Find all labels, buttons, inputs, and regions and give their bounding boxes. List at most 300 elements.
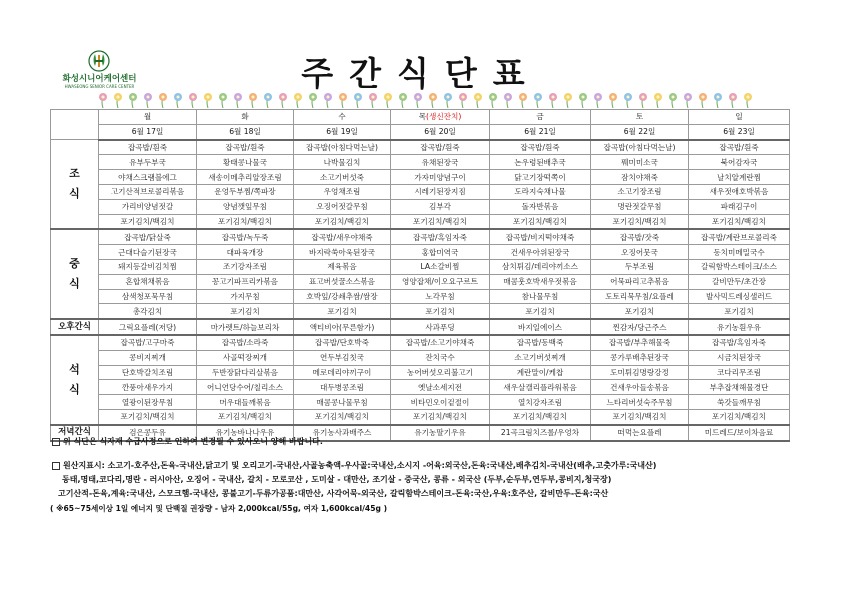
date-header	[591, 124, 689, 139]
menu-cell	[490, 199, 591, 214]
table-row	[51, 245, 790, 260]
menu-cell	[689, 335, 790, 350]
day-name: 화	[241, 112, 249, 122]
day-name: 월	[143, 112, 152, 122]
menu-cell	[391, 140, 490, 155]
menu-item: 비타민오이겉절이	[410, 397, 470, 407]
checkbox-bullet-icon	[52, 462, 60, 470]
menu-cell	[490, 425, 591, 441]
menu-cell	[197, 170, 294, 185]
menu-item: 코다리무조림	[716, 367, 761, 377]
menu-cell	[294, 184, 391, 199]
menu-item: 돌자반볶음	[521, 202, 559, 212]
day-note: (생신잔치)	[426, 112, 462, 122]
menu-item: 머우대들깨볶음	[219, 397, 271, 407]
menu-item: 바지락쑥아욱된장국	[308, 247, 376, 257]
menu-cell	[391, 409, 490, 424]
menu-cell	[294, 365, 391, 380]
menu-item: 잡곡밥/고구마죽	[120, 338, 175, 348]
menu-cell	[197, 140, 294, 155]
menu-cell	[294, 304, 391, 319]
menu-cell	[294, 289, 391, 304]
menu-item: 잡곡밥/흰죽	[520, 142, 560, 152]
table-row	[51, 335, 790, 350]
menu-cell	[391, 319, 490, 335]
corner-cell	[51, 110, 99, 140]
center-name: 화성시니어케어센터	[62, 74, 137, 84]
menu-cell	[591, 155, 689, 170]
day-header-row	[51, 110, 790, 125]
nutrition-recommendation: ( ※65~75세이상 1일 에너지 및 단백질 권장량 - 남자 2,000kcal/55g, 여자 1,600kcal/45g )	[50, 504, 388, 513]
table-row	[51, 274, 790, 289]
page-title: 주간식단표	[301, 54, 541, 93]
menu-item: 잡곡밥/흑임자죽	[712, 338, 766, 348]
menu-item: 삼치튀김/데리야끼소스	[502, 262, 578, 272]
menu-cell	[99, 259, 197, 274]
menu-cell	[391, 380, 490, 395]
menu-item: 잡곡밥/흰죽	[420, 142, 460, 152]
menu-cell	[197, 259, 294, 274]
menu-item: 돼지등갈비김치찜	[118, 262, 177, 272]
menu-cell	[197, 289, 294, 304]
menu-cell	[591, 319, 689, 335]
table-row	[51, 214, 790, 229]
menu-item: 잡곡밥/흰죽	[719, 142, 759, 152]
center-name-en: HWASEONG SENIOR CARE CENTER	[64, 84, 135, 89]
day-header	[197, 110, 294, 125]
menu-item: 포기김치/백김치	[120, 216, 175, 226]
menu-cell	[294, 140, 391, 155]
menu-cell	[490, 395, 591, 410]
menu-cell	[99, 229, 197, 244]
menu-cell	[689, 365, 790, 380]
menu-item: 쑥갓들깨무침	[716, 397, 761, 407]
menu-cell	[197, 229, 294, 244]
menu-item: 포기김치/백김치	[315, 412, 369, 422]
menu-item: 동치미메밀국수	[713, 247, 765, 257]
menu-item: 잡곡밥(아침다먹는날)	[603, 142, 676, 152]
menu-item: 잔치국수	[425, 353, 455, 363]
menu-item: 운엉두부찜/쪽파장	[214, 187, 276, 197]
menu-cell	[689, 380, 790, 395]
menu-cell	[294, 259, 391, 274]
menu-item: 총각김치	[132, 306, 163, 316]
menu-cell	[391, 425, 490, 441]
flower-border-decoration	[95, 90, 759, 108]
checkbox-bullet-icon	[52, 438, 60, 446]
menu-cell	[591, 214, 689, 229]
menu-cell	[689, 304, 790, 319]
menu-item: 삼색청포묵무침	[121, 291, 174, 301]
meal-label-breakfast	[51, 140, 99, 230]
menu-item: 포기김치	[724, 306, 754, 316]
menu-item: 홍합미역국	[421, 247, 459, 257]
menu-cell	[490, 380, 591, 395]
menu-cell	[591, 229, 689, 244]
menu-item: 도미튀김명랑강정	[610, 367, 669, 377]
menu-item: 포기김치/백김치	[612, 216, 667, 226]
menu-item: 잡곡밥(아침다먹는날)	[306, 142, 378, 152]
menu-cell	[99, 409, 197, 424]
menu-cell	[99, 395, 197, 410]
menu-cell	[391, 289, 490, 304]
menu-cell	[591, 199, 689, 214]
menu-cell	[294, 229, 391, 244]
meal-label-text: 석식	[69, 362, 80, 396]
menu-cell	[391, 350, 490, 365]
menu-item: 포기김치	[425, 306, 455, 316]
menu-cell	[99, 214, 197, 229]
menu-cell	[391, 259, 490, 274]
menu-item: 포기김치/백김치	[413, 216, 467, 226]
menu-item: 어니언당수어/칠리소스	[207, 382, 283, 392]
menu-item: 유기농딸기우유	[414, 428, 466, 438]
menu-item: 새우젓애호박볶음	[709, 187, 769, 197]
weekly-menu-table	[50, 109, 790, 442]
menu-item: 잡곡밥/소라죽	[221, 338, 269, 348]
meal-label-text: 중식	[69, 257, 80, 291]
date-label: 6월 17일	[131, 127, 164, 137]
menu-cell	[591, 289, 689, 304]
table-row	[51, 365, 790, 380]
menu-item: 양념깻잎무침	[222, 202, 267, 212]
menu-cell	[591, 184, 689, 199]
menu-item: 가지무침	[230, 291, 260, 301]
menu-cell	[689, 199, 790, 214]
menu-cell	[99, 245, 197, 260]
menu-item: 유부두부국	[129, 157, 166, 167]
menu-item: 포기김치/백김치	[513, 216, 567, 226]
origin-notice-3: 고기산적-돈육,계육:국내산, 스모크햄-국내산, 콩불고기-두류가공품:대만산, 사각어묵-외국산, 갈릭함박스테이크-돈육:국산,우육:호주산, 갈비만두-돈육:국산	[58, 489, 609, 498]
menu-cell	[99, 319, 197, 335]
menu-cell	[197, 350, 294, 365]
menu-item: 김부각	[428, 202, 451, 212]
menu-item: 잡곡밥/닭살죽	[124, 232, 171, 242]
change-notice: 위 식단은 식자재 수급사정으로 인하여 변경될 수 있사오니 양해 바랍니다.	[63, 437, 323, 446]
menu-item: 잡곡밥/새우야채죽	[311, 232, 373, 242]
menu-cell	[294, 395, 391, 410]
menu-item: 오징어젓갈무침	[316, 202, 368, 212]
day-header	[490, 110, 591, 125]
menu-item: 연두부김칫국	[319, 353, 364, 363]
menu-item: 21곡크림치즈롤/우엉차	[500, 428, 580, 438]
menu-cell	[490, 350, 591, 365]
menu-item: 깐풍아새우가지	[121, 382, 174, 392]
menu-cell	[197, 365, 294, 380]
menu-cell	[689, 229, 790, 244]
menu-item: 포기김치	[525, 306, 555, 316]
date-header	[294, 124, 391, 139]
menu-item: 파래김구이	[720, 202, 758, 212]
origin-notice-1: 원산지표시: 소고기-호주산,돈육-국내산,닭고기 및 오리고기-국내산,사골농축액-우사골:국내산,소시지 -어육:외국산,돈육:국내산,배추김치-국내산(배추,고춧가루:국내산)	[63, 461, 657, 470]
menu-item: 느타리버섯숙주무침	[606, 397, 673, 407]
menu-cell	[197, 274, 294, 289]
menu-cell	[99, 184, 197, 199]
menu-cell	[591, 140, 689, 155]
menu-cell	[689, 274, 790, 289]
menu-cell	[591, 365, 689, 380]
menu-cell	[591, 395, 689, 410]
menu-cell	[591, 380, 689, 395]
menu-cell	[689, 289, 790, 304]
day-name: 수	[338, 112, 346, 122]
table-row	[51, 395, 790, 410]
menu-item: 찐감자/당근주스	[612, 322, 667, 332]
menu-item: 영양잡채/이오요구르트	[402, 277, 478, 287]
menu-cell	[99, 365, 197, 380]
menu-item: 북어감자국	[720, 157, 758, 167]
menu-item: 어묵파리고추볶음	[610, 277, 669, 287]
date-label: 6월 19일	[326, 127, 358, 137]
meal-label-snack	[51, 319, 99, 335]
menu-cell	[294, 155, 391, 170]
menu-item: 잡곡밥/단호박죽	[315, 338, 369, 348]
menu-cell	[391, 304, 490, 319]
menu-item: 열치강자조림	[517, 397, 562, 407]
menu-cell	[689, 170, 790, 185]
menu-item: 포기김치/백김치	[218, 216, 272, 226]
menu-item: 잡곡밥/부추해물죽	[608, 338, 671, 348]
menu-item: 날치알계란찜	[716, 172, 761, 182]
menu-item: 시레기된장지짐	[414, 187, 466, 197]
meal-label-text: 오후간식	[58, 321, 91, 332]
table-row	[51, 155, 790, 170]
origin-notice-2: 동태,명태,코다리,명란 - 러시아산, 오징어 - 국내산, 갈치 - 모로코산 , 도미살 - 대만산, 조기살 - 중국산, 콩류 - 외국산 (두부,순두부,연두부,콩비지,청국장)	[62, 475, 612, 484]
menu-item: 갈릭함박스테이크/소스	[701, 262, 777, 272]
menu-item: 야채스크램블에그	[118, 172, 177, 182]
day-name: 목	[418, 112, 427, 122]
date-header	[490, 124, 591, 139]
menu-cell	[99, 140, 197, 155]
menu-cell	[197, 214, 294, 229]
menu-item: 닭고기장떡쪽이	[514, 172, 566, 182]
menu-cell	[197, 155, 294, 170]
menu-cell	[294, 170, 391, 185]
date-header	[197, 124, 294, 139]
menu-cell	[689, 350, 790, 365]
menu-cell	[490, 259, 591, 274]
table-row	[51, 350, 790, 365]
menu-cell	[99, 304, 197, 319]
menu-item: 도토리묵무침/요플레	[605, 291, 674, 301]
menu-cell	[591, 425, 689, 441]
menu-cell	[490, 365, 591, 380]
menu-item: 표고버섯꿀소스볶음	[308, 277, 376, 287]
table-row	[51, 304, 790, 319]
menu-item: 유기농바나나우유	[215, 428, 275, 438]
menu-item: 건새우아위된장국	[510, 247, 570, 257]
menu-cell	[197, 380, 294, 395]
menu-cell	[490, 319, 591, 335]
menu-item: 사과푸딩	[425, 322, 455, 332]
menu-cell	[689, 259, 790, 274]
table-row	[51, 184, 790, 199]
menu-cell	[391, 184, 490, 199]
menu-item: 건새우아들송볶음	[610, 382, 669, 392]
menu-item: 포기김치	[624, 306, 655, 316]
menu-item: 두반장닭다리살볶음	[211, 367, 279, 377]
day-header	[294, 110, 391, 125]
date-label: 6월 18일	[229, 127, 261, 137]
menu-cell	[99, 155, 197, 170]
meal-label-text: 저녁간식	[58, 427, 91, 438]
menu-cell	[99, 335, 197, 350]
menu-item: 포기김치/백김치	[315, 216, 369, 226]
menu-item: 참나물무침	[521, 291, 559, 301]
menu-item: 포기김치/백김치	[513, 412, 567, 422]
menu-item: 혼합채채볶음	[125, 277, 170, 287]
menu-item: 포기김치	[230, 306, 260, 316]
menu-cell	[294, 214, 391, 229]
menu-item: 포기김치	[327, 306, 357, 316]
menu-cell	[197, 199, 294, 214]
menu-cell	[490, 170, 591, 185]
menu-item: 사골떡장찌개	[222, 353, 267, 363]
date-label: 6월 20일	[424, 127, 456, 137]
menu-cell	[294, 380, 391, 395]
menu-cell	[294, 274, 391, 289]
menu-item: 발사믹드레싱샐러드	[705, 291, 773, 301]
menu-cell	[391, 274, 490, 289]
day-name: 금	[536, 112, 544, 122]
day-header	[99, 110, 197, 125]
menu-item: 포기김치/백김치	[120, 412, 175, 422]
menu-cell	[99, 199, 197, 214]
day-header	[689, 110, 790, 125]
menu-item: 황태콩나물국	[222, 157, 267, 167]
menu-cell	[197, 409, 294, 424]
menu-item: 호박잎/강쇄추쌈/쌈장	[306, 291, 378, 301]
table-row	[51, 229, 790, 244]
menu-item: 옛날소세지전	[417, 382, 462, 392]
menu-item: 두부조림	[624, 262, 655, 272]
menu-item: 포기김치/백김치	[218, 412, 272, 422]
menu-item: 메로데리야끼구이	[312, 367, 372, 377]
menu-cell	[99, 274, 197, 289]
menu-item: LA소갈비찜	[420, 262, 460, 272]
menu-item: 오징어뭇국	[621, 247, 658, 257]
menu-cell	[294, 199, 391, 214]
menu-item: 가자미양념구이	[414, 172, 466, 182]
menu-item: 미드레드/보이차음료	[704, 428, 774, 438]
menu-cell	[391, 229, 490, 244]
menu-cell	[490, 229, 591, 244]
menu-item: 잡곡밥/녹두죽	[221, 232, 269, 242]
menu-item: 부추잡채해물경단	[709, 382, 769, 392]
menu-item: 꽁고기파프리카볶음	[211, 277, 279, 287]
table-row	[51, 409, 790, 424]
day-header	[391, 110, 490, 125]
day-name: 일	[735, 112, 743, 122]
menu-item: 바지일에이스	[517, 322, 562, 332]
menu-cell	[490, 245, 591, 260]
menu-cell	[490, 184, 591, 199]
menu-item: 포기김치/백김치	[712, 412, 766, 422]
menu-item: 마가렛트/하늘보리차	[210, 322, 280, 332]
menu-item: 갈비만두/초간장	[712, 277, 766, 287]
menu-cell	[490, 409, 591, 424]
menu-item: 소고기버섯죽	[319, 172, 364, 182]
menu-item: 소고기버섯찌개	[514, 353, 566, 363]
menu-cell	[197, 184, 294, 199]
menu-cell	[591, 304, 689, 319]
menu-cell	[294, 245, 391, 260]
menu-item: 도라지숙채나물	[514, 187, 566, 197]
menu-item: 유기농사과배주스	[312, 428, 372, 438]
menu-cell	[490, 214, 591, 229]
menu-cell	[294, 350, 391, 365]
menu-cell	[689, 140, 790, 155]
menu-item: 논우렁된배추국	[514, 157, 566, 167]
date-header	[391, 124, 490, 139]
menu-item: 근대다슬기된장국	[118, 247, 177, 257]
menu-item: 소고기장조림	[617, 187, 662, 197]
menu-cell	[689, 409, 790, 424]
menu-item: 매콤훗호박새우젓볶음	[503, 277, 577, 287]
meal-label-dinner	[51, 335, 99, 425]
menu-item: 그릭요플레(저당)	[118, 322, 177, 332]
menu-item: 뭬미미소국	[621, 157, 658, 167]
menu-cell	[490, 140, 591, 155]
menu-item: 새송이메추리알장조림	[208, 172, 282, 182]
menu-cell	[391, 365, 490, 380]
meal-label-lunch	[51, 229, 99, 319]
table-row	[51, 199, 790, 214]
menu-item: 잡곡밥/계란브로콜리죽	[701, 232, 777, 242]
menu-item: 포기김치/백김치	[612, 412, 667, 422]
date-label: 6월 21일	[524, 127, 556, 137]
menu-cell	[197, 304, 294, 319]
menu-cell	[689, 395, 790, 410]
menu-cell	[689, 245, 790, 260]
menu-cell	[391, 214, 490, 229]
menu-item: 조기강자조림	[222, 262, 267, 272]
menu-cell	[391, 245, 490, 260]
menu-item: 잡곡밥/소고기야채죽	[405, 338, 475, 348]
menu-item: 잡곡밥/흑임자죽	[413, 232, 467, 242]
menu-item: 고기산적브로콜리볶음	[110, 187, 185, 197]
menu-cell	[591, 350, 689, 365]
menu-cell	[591, 259, 689, 274]
menu-item: 가리비양념젓갈	[121, 202, 174, 212]
menu-item: 유기농흰우유	[716, 322, 761, 332]
menu-item: 계란말이/케찹	[516, 367, 564, 377]
menu-item: 나박물김치	[323, 157, 361, 167]
menu-cell	[490, 289, 591, 304]
table-row	[51, 140, 790, 155]
menu-item: 잠치야채죽	[621, 172, 658, 182]
date-label: 6월 23일	[723, 127, 755, 137]
menu-item: 떠먹는요플레	[617, 428, 662, 438]
menu-cell	[591, 170, 689, 185]
menu-cell	[490, 304, 591, 319]
menu-cell	[591, 274, 689, 289]
menu-cell	[391, 155, 490, 170]
menu-cell	[294, 335, 391, 350]
menu-cell	[294, 319, 391, 335]
date-header-row	[51, 124, 790, 139]
menu-cell	[689, 214, 790, 229]
menu-item: 제육볶음	[327, 262, 357, 272]
menu-item: 검은콩두유	[129, 428, 166, 438]
menu-cell	[689, 184, 790, 199]
menu-cell	[591, 335, 689, 350]
menu-cell	[391, 395, 490, 410]
menu-item: 시금치된장국	[716, 353, 761, 363]
menu-item: 잡곡밥/잣죽	[619, 232, 660, 242]
menu-cell	[689, 425, 790, 441]
date-header	[99, 124, 197, 139]
